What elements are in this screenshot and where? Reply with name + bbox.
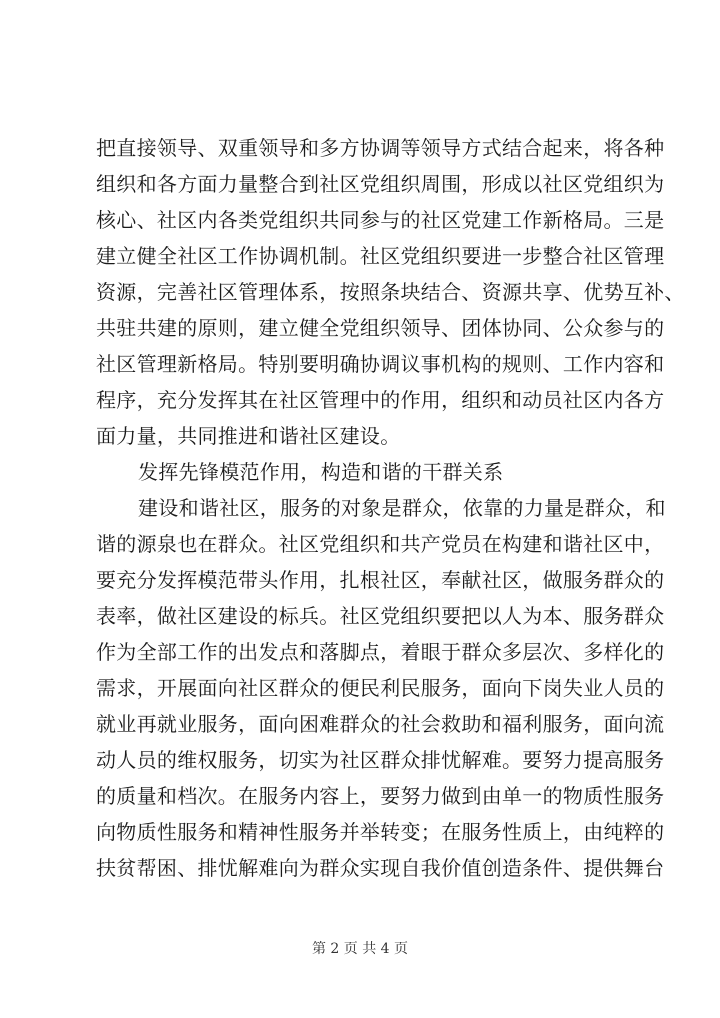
- text-line: 把直接领导、双重领导和多方协调等领导方式结合起来，将各种: [96, 136, 665, 160]
- document-body: [96, 130, 685, 886]
- text-line: 动人员的维权服务，切实为社区群众排忧解难。要努力提高服务: [96, 748, 665, 772]
- text-line: 建设和谐社区，服务的对象是群众，依靠的力量是群众，和: [138, 496, 666, 520]
- text-line: 就业再就业服务，面向困难群众的社会救助和福利服务，面向流: [96, 712, 665, 736]
- text-line: 表率，做社区建设的标兵。社区党组织要把以人为本、服务群众: [96, 604, 665, 628]
- text-line: 的质量和档次。在服务内容上，要努力做到由单一的物质性服务: [96, 784, 665, 808]
- text-line: 组织和各方面力量整合到社区党组织周围，形成以社区党组织为: [96, 172, 665, 196]
- text-line: 社区管理新格局。特别要明确协调议事机构的规则、工作内容和: [96, 352, 665, 376]
- text-line: 程序，充分发挥其在社区管理中的作用，组织和动员社区内各方: [96, 388, 665, 412]
- text-line: 要充分发挥模范带头作用，扎根社区，奉献社区，做服务群众的: [96, 568, 665, 592]
- text-line: 共驻共建的原则，建立健全党组织领导、团体协同、公众参与的: [96, 316, 665, 340]
- text-line: 需求，开展面向社区群众的便民利民服务，面向下岗失业人员的: [96, 676, 665, 700]
- text-line: 面力量，共同推进和谐社区建设。: [96, 424, 401, 448]
- text-line: 谐的源泉也在群众。社区党组织和共产党员在构建和谐社区中，: [96, 532, 665, 556]
- page-number-footer: 第 2 页 共 4 页: [311, 941, 409, 957]
- text-line: 向物质性服务和精神性服务并举转变；在服务性质上，由纯粹的: [96, 820, 665, 844]
- text-line: 建立健全社区工作协调机制。社区党组织要进一步整合社区管理: [96, 244, 665, 268]
- text-line: 资源，完善社区管理体系，按照条块结合、资源共享、优势互补、: [96, 280, 685, 304]
- text-line: 扶贫帮困、排忧解难向为群众实现自我价值创造条件、提供舞台: [96, 856, 665, 880]
- text-line: 作为全部工作的出发点和落脚点，着眼于群众多层次、多样化的: [96, 640, 665, 664]
- text-line: 核心、社区内各类党组织共同参与的社区党建工作新格局。三是: [96, 208, 665, 232]
- section-heading: 发挥先锋模范作用，构造和谐的干群关系: [138, 460, 504, 484]
- paragraph-1: [96, 130, 685, 454]
- paragraph-2: [96, 490, 666, 886]
